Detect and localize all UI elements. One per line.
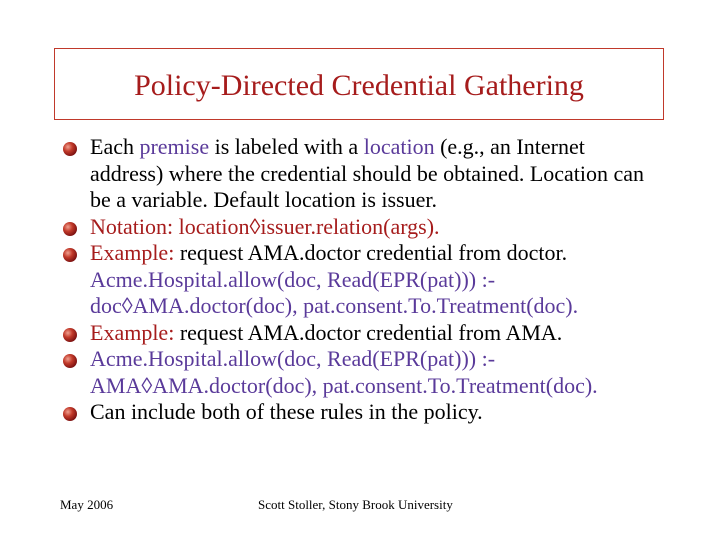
text-run-premise: premise bbox=[139, 134, 210, 159]
rule-text: Acme.Hospital.allow(doc, Read(EPR(pat))) :- AMA◊AMA.doctor(doc), pat.consent.To.Treatment(doc). bbox=[90, 346, 598, 398]
example-label: Example: bbox=[90, 319, 175, 345]
footer-author: Scott Stoller, Stony Brook University bbox=[258, 497, 453, 512]
text-run: Can include both of these rules in the policy. bbox=[90, 399, 483, 424]
text-run: is labeled with a bbox=[209, 134, 364, 159]
slide-title: Policy-Directed Credential Gathering bbox=[134, 69, 584, 102]
text-run: request AMA.doctor credential from AMA. bbox=[174, 319, 563, 345]
text-run: Each bbox=[90, 134, 140, 159]
bullet-list bbox=[58, 134, 658, 426]
bullet-item bbox=[58, 320, 658, 347]
footer-date: May 2006 bbox=[60, 497, 114, 512]
example-label: Example: bbox=[90, 240, 175, 265]
notation-text: Notation: location◊issuer.relation(args). bbox=[90, 213, 440, 239]
text-run-location: location bbox=[363, 134, 435, 159]
text-run: (e.g., an Internet address) where the credential should be obtained. Location can be a variable. Default location is issuer. bbox=[90, 134, 645, 212]
bullet-item bbox=[58, 346, 658, 399]
bullet-icon bbox=[63, 142, 77, 156]
rule-text: Acme.Hospital.allow(doc, Read(EPR(pat))) :- doc◊AMA.doctor(doc), pat.consent.To.Treatment(doc). bbox=[90, 266, 579, 318]
bullet-icon bbox=[63, 328, 77, 342]
title-box bbox=[54, 48, 664, 120]
bullet-item bbox=[58, 240, 658, 320]
text-run: request AMA.doctor credential from doctor. bbox=[174, 240, 568, 265]
bullet-icon bbox=[63, 407, 77, 421]
bullet-item bbox=[58, 399, 658, 426]
bullet-item bbox=[58, 214, 658, 241]
bullet-item bbox=[58, 134, 658, 214]
bullet-icon bbox=[63, 222, 77, 236]
bullet-icon bbox=[63, 354, 77, 368]
bullet-icon bbox=[63, 248, 77, 262]
